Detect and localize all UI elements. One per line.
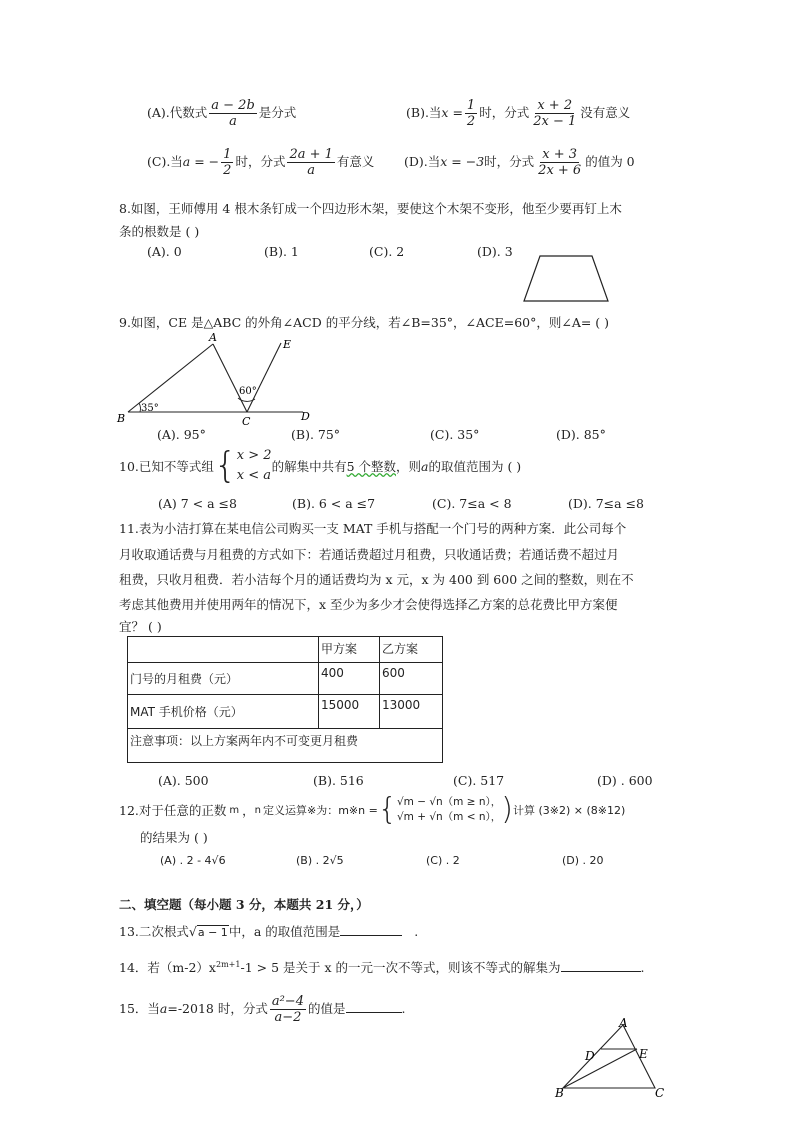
fraction xyxy=(270,994,306,1025)
fraction xyxy=(209,98,257,129)
left-brace: { xyxy=(213,445,237,486)
q10-option-d: (D). 7≤a ≤8 xyxy=(568,496,645,511)
q10-option-a: (A) 7 < a ≤8 xyxy=(158,496,237,511)
q10-middle-2: ，则 xyxy=(396,459,422,474)
section-title: 二、填空题（每小题 3 分，本题共 21 分，） xyxy=(119,897,369,912)
answer-blank[interactable] xyxy=(346,1012,402,1013)
q13-suffix: 中，a 的取值范围是 xyxy=(228,924,341,939)
q7-option-c xyxy=(147,147,374,178)
table-note-row xyxy=(128,729,443,763)
table-note: 注意事项：以上方案两年内不可变更月租费 xyxy=(128,729,443,763)
fraction-denominator: a xyxy=(307,163,316,178)
q7-option-b xyxy=(406,98,630,129)
q11-stem-line3: 租费，只收月租费．若小洁每个月的通话费均为 x 元，x 为 400 到 600 之间的整数，则在不 xyxy=(119,572,634,587)
q10-option-c: (C). 7≤a < 8 xyxy=(432,496,512,511)
q14-stem xyxy=(119,958,644,976)
label-A: A xyxy=(619,1016,628,1030)
q7-option-a xyxy=(147,98,296,129)
option-c-middle: 时，分式 xyxy=(235,154,286,169)
label-C: C xyxy=(242,415,251,428)
fraction xyxy=(536,147,583,178)
q12-option-a: (A) . 2 - 4√6 xyxy=(160,854,226,867)
q9-option-c: (C). 35° xyxy=(430,427,480,442)
label-E: E xyxy=(283,338,292,351)
triangle-exterior-angle-figure xyxy=(115,330,325,428)
option-a-suffix: 是分式 xyxy=(258,105,297,120)
q12-prefix: 12.对于任意的正数 xyxy=(119,803,227,818)
variable-x: x = xyxy=(441,105,463,120)
label-C: C xyxy=(655,1086,665,1100)
q15-prefix: 15．当 xyxy=(119,1001,160,1016)
q11-stem-line2: 月收取通话费与月租费的方式如下：若通话费超过月租费，只收通话费；若通话费不超过月 xyxy=(119,547,620,562)
label-E: E xyxy=(639,1047,648,1061)
right-paren: ) xyxy=(501,792,513,827)
variable-a: a xyxy=(421,458,429,474)
q9-stem: 9.如图，CE 是△ABC 的外角∠ACD 的平分线，若∠B=35°，∠ACE=60°，则∠A= ( ) xyxy=(119,315,610,330)
fraction-numerator: a²−4 xyxy=(271,994,304,1009)
variable-x: x = −3 xyxy=(440,154,485,169)
radicand: a − 1 xyxy=(197,926,228,939)
table-cell: 400 xyxy=(319,663,380,695)
inequality-system xyxy=(237,446,272,486)
option-b-middle: 时，分式 xyxy=(479,105,530,120)
q11-option-b: (B). 516 xyxy=(313,773,364,788)
fraction-denominator: 2 xyxy=(466,114,476,129)
q10-option-b: (B). 6 < a ≤7 xyxy=(292,496,376,511)
q12-middle: 定义运算※为：m※n = xyxy=(263,804,378,817)
fraction-numerator: 1 xyxy=(466,98,476,113)
piecewise-cases xyxy=(397,795,501,825)
plan-comparison-table xyxy=(127,636,443,763)
option-d-suffix: 的值为 0 xyxy=(585,154,635,169)
fraction-denominator: 2x − 1 xyxy=(533,114,577,129)
fraction xyxy=(221,147,233,178)
q12-stem-line2: 的结果为 ( ) xyxy=(140,830,208,845)
angle-60-label: 60° xyxy=(239,386,257,397)
q8-option-a: (A). 0 xyxy=(147,244,182,259)
q8-option-b: (B). 1 xyxy=(264,244,299,259)
label-B: B xyxy=(555,1086,564,1100)
q15-end: . xyxy=(401,1001,406,1016)
fraction xyxy=(531,98,578,129)
q12-comma: ， xyxy=(242,803,255,818)
q8-option-d: (D). 3 xyxy=(477,244,513,259)
q15-stem xyxy=(119,994,405,1025)
fraction-numerator: 2a + 1 xyxy=(289,147,333,162)
q10-highlight: 5 个整数 xyxy=(346,459,397,474)
option-b-prefix: (B).当 xyxy=(406,105,442,120)
q8-option-c: (C). 2 xyxy=(369,244,405,259)
q11-option-d: (D) . 600 xyxy=(597,773,653,788)
label-D: D xyxy=(301,410,310,423)
variable-m: m xyxy=(229,804,240,816)
q8-stem-line1: 8.如图，王师傅用 4 根木条钉成一个四边形木架，要使这个木架不变形，他至少要再钉上木 xyxy=(119,201,622,216)
label-D: D xyxy=(585,1049,595,1063)
table-row-label: MAT 手机价格（元） xyxy=(128,695,319,729)
q14-end: . xyxy=(640,960,645,975)
q11-stem-line5: 宜？ ( ) xyxy=(119,619,162,634)
option-d-middle: 时，分式 xyxy=(484,154,535,169)
table-row-label: 门号的月租费（元） xyxy=(128,663,319,695)
q9-option-a: (A). 95° xyxy=(157,427,206,442)
q14-prefix: 14．若（m-2）x xyxy=(119,960,216,975)
q10-stem xyxy=(119,446,521,486)
q12-option-d: (D) . 20 xyxy=(562,854,604,867)
table-header-plan-a: 甲方案 xyxy=(319,637,380,663)
q12-option-b: (B) . 2√5 xyxy=(296,854,344,867)
q11-option-c: (C). 517 xyxy=(453,773,505,788)
variable-a: a = − xyxy=(182,154,220,169)
inequality-1: x > 2 xyxy=(236,448,272,463)
q10-prefix: 10.已知不等式组 xyxy=(119,459,214,474)
table-row xyxy=(128,695,443,729)
triangle-midline-figure xyxy=(555,1015,675,1100)
variable-n: n xyxy=(254,804,261,816)
q13-stem xyxy=(119,922,418,940)
q11-stem-line1: 11.表为小洁打算在某电信公司购买一支 MAT 手机与搭配一个门号的两种方案．此公司每个 xyxy=(119,521,627,536)
fraction-numerator: x + 3 xyxy=(542,147,578,162)
option-d-prefix: (D).当 xyxy=(404,154,441,169)
fraction-denominator: a−2 xyxy=(274,1010,302,1025)
q13-end: . xyxy=(414,924,419,939)
fraction-numerator: x + 2 xyxy=(537,98,573,113)
q11-option-a: (A). 500 xyxy=(158,773,209,788)
case-2: √m + √n（m < n）， xyxy=(396,811,502,823)
q15-value: =-2018 时，分式 xyxy=(167,1001,268,1016)
label-A: A xyxy=(209,331,217,344)
q12-option-c: (C) . 2 xyxy=(426,854,460,867)
fraction-numerator: a − 2b xyxy=(211,98,255,113)
fraction-denominator: 2x + 6 xyxy=(538,163,582,178)
q9-option-d: (D). 85° xyxy=(556,427,606,442)
q15-suffix: 的值是 xyxy=(307,1001,346,1016)
case-1: √m − √n（m ≥ n）， xyxy=(396,796,502,808)
answer-blank[interactable] xyxy=(340,935,402,936)
q12-stem xyxy=(119,792,625,828)
inequality-2: x < a xyxy=(236,468,272,483)
answer-blank[interactable] xyxy=(561,971,641,972)
q14-suffix: -1 > 5 是关于 x 的一元一次不等式，则该不等式的解集为 xyxy=(240,960,561,975)
table-row xyxy=(128,663,443,695)
fraction xyxy=(465,98,477,129)
q11-stem-line4: 考虑其他费用并使用两年的情况下，x 至少为多少才会使得选择乙方案的总花费比甲方案便 xyxy=(119,597,618,612)
sqrt-symbol: √ xyxy=(188,924,197,939)
table-header-plan-b: 乙方案 xyxy=(380,637,443,663)
exponent: 2m+1 xyxy=(216,959,241,969)
table-header-row xyxy=(128,637,443,663)
q13-prefix: 13.二次根式 xyxy=(119,924,189,939)
variable-a: a xyxy=(159,1001,168,1016)
q10-middle: 的解集中共有 xyxy=(271,459,347,474)
q9-option-b: (B). 75° xyxy=(291,427,341,442)
angle-35-label: 35° xyxy=(141,403,159,414)
table-cell-empty xyxy=(128,637,319,663)
option-a-prefix: (A).代数式 xyxy=(147,105,208,120)
option-b-suffix: 没有意义 xyxy=(580,105,631,120)
table-cell: 15000 xyxy=(319,695,380,729)
table-cell: 13000 xyxy=(380,695,443,729)
left-brace: { xyxy=(377,792,397,827)
fraction-numerator: 1 xyxy=(223,147,232,162)
q7-option-d xyxy=(404,147,635,178)
fraction xyxy=(287,147,334,178)
q8-stem-line2: 条的根数是 ( ) xyxy=(119,224,200,239)
q12-suffix: 计算 (3※2) × (8※12) xyxy=(513,804,626,817)
fraction-denominator: a xyxy=(229,114,237,129)
option-c-suffix: 有意义 xyxy=(336,154,375,169)
table-cell: 600 xyxy=(380,663,443,695)
option-c-prefix: (C).当 xyxy=(147,154,183,169)
fraction-denominator: 2 xyxy=(223,163,232,178)
q10-suffix: 的取值范围为 ( ) xyxy=(428,459,522,474)
label-B: B xyxy=(117,412,126,425)
trapezoid-figure xyxy=(520,252,612,304)
